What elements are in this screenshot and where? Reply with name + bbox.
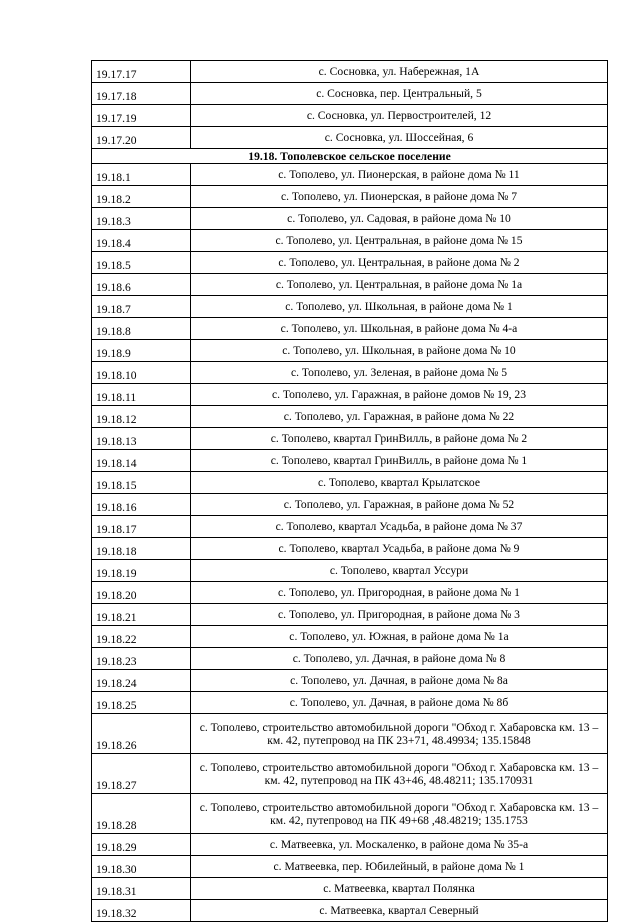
row-address: с. Тополево, ул. Дачная, в районе дома № 8б: [191, 692, 608, 714]
row-address: с. Тополево, ул. Зеленая, в районе дома № 5: [191, 362, 608, 384]
table-row: [92, 604, 608, 626]
table-row: [92, 318, 608, 340]
row-address: с. Тополево, квартал ГринВилль, в районе дома № 2: [191, 428, 608, 450]
row-number: 19.18.32: [92, 900, 191, 922]
table-row: [92, 582, 608, 604]
row-address: с. Матвеевка, квартал Полянка: [191, 878, 608, 900]
row-number: 19.18.16: [92, 494, 191, 516]
row-number: 19.18.11: [92, 384, 191, 406]
address-registry-table: [91, 60, 608, 922]
row-number: 19.17.19: [92, 105, 191, 127]
table-row: [92, 186, 608, 208]
table-row: [92, 274, 608, 296]
row-address: с. Тополево, ул. Пионерская, в районе дома № 7: [191, 186, 608, 208]
row-number: 19.18.3: [92, 208, 191, 230]
row-address: с. Сосновка, ул. Первостроителей, 12: [191, 105, 608, 127]
row-address: с. Тополево, квартал Крылатское: [191, 472, 608, 494]
row-number: 19.18.31: [92, 878, 191, 900]
row-number: 19.18.27: [92, 754, 191, 794]
row-address: с. Тополево, ул. Центральная, в районе дома № 2: [191, 252, 608, 274]
row-address: с. Тополево, квартал ГринВилль, в районе дома № 1: [191, 450, 608, 472]
table-row: [92, 516, 608, 538]
row-address: с. Тополево, ул. Центральная, в районе дома № 1а: [191, 274, 608, 296]
row-address: с. Тополево, ул. Гаражная, в районе домов № 19, 23: [191, 384, 608, 406]
table-row: [92, 538, 608, 560]
row-address: с. Тополево, ул. Центральная, в районе дома № 15: [191, 230, 608, 252]
table-row: [92, 494, 608, 516]
row-address: с. Тополево, ул. Пригородная, в районе дома № 1: [191, 582, 608, 604]
row-number: 19.18.26: [92, 714, 191, 754]
table-row: [92, 626, 608, 648]
table-row: [92, 164, 608, 186]
row-number: 19.17.18: [92, 83, 191, 105]
row-number: 19.18.6: [92, 274, 191, 296]
table-row: [92, 670, 608, 692]
table-row: [92, 252, 608, 274]
table-row: [92, 692, 608, 714]
row-number: 19.18.28: [92, 794, 191, 834]
table-row: [92, 856, 608, 878]
table-row: [92, 340, 608, 362]
row-number: 19.18.4: [92, 230, 191, 252]
row-address: с. Сосновка, ул. Набережная, 1А: [191, 61, 608, 83]
row-address: с. Тополево, квартал Уссури: [191, 560, 608, 582]
table-row: [92, 754, 608, 794]
row-address: с. Тополево, ул. Садовая, в районе дома № 10: [191, 208, 608, 230]
row-number: 19.18.22: [92, 626, 191, 648]
row-number: 19.18.20: [92, 582, 191, 604]
table-row: [92, 472, 608, 494]
registry-table-body: [92, 61, 608, 922]
row-number: 19.18.23: [92, 648, 191, 670]
row-number: 19.17.17: [92, 61, 191, 83]
table-row: [92, 794, 608, 834]
row-number: 19.18.1: [92, 164, 191, 186]
row-address: с. Тополево, строительство автомобильной дороги "Обход г. Хабаровска км. 13 – км. 42, путепровод на ПК 49+68 ,48.48219; 135.1753: [191, 794, 608, 834]
row-address: с. Тополево, квартал Усадьба, в районе дома № 9: [191, 538, 608, 560]
row-number: 19.18.24: [92, 670, 191, 692]
row-address: с. Матвеевка, ул. Москаленко, в районе дома № 35-а: [191, 834, 608, 856]
row-number: 19.18.14: [92, 450, 191, 472]
row-number: 19.18.29: [92, 834, 191, 856]
table-row: [92, 83, 608, 105]
row-number: 19.18.7: [92, 296, 191, 318]
row-address: с. Тополево, ул. Школьная, в районе дома № 4-а: [191, 318, 608, 340]
table-row: [92, 900, 608, 922]
row-address: с. Сосновка, ул. Шоссейная, 6: [191, 127, 608, 149]
table-row: [92, 127, 608, 149]
row-number: 19.18.18: [92, 538, 191, 560]
row-address: с. Тополево, квартал Усадьба, в районе дома № 37: [191, 516, 608, 538]
table-row: [92, 450, 608, 472]
table-row: [92, 406, 608, 428]
table-row: [92, 296, 608, 318]
table-row: [92, 428, 608, 450]
table-row: [92, 648, 608, 670]
row-number: 19.18.17: [92, 516, 191, 538]
row-address: с. Тополево, ул. Гаражная, в районе дома № 22: [191, 406, 608, 428]
row-address: с. Матвеевка, квартал Северный: [191, 900, 608, 922]
table-row: [92, 560, 608, 582]
row-address: с. Сосновка, пер. Центральный, 5: [191, 83, 608, 105]
table-row: [92, 714, 608, 754]
row-number: 19.18.13: [92, 428, 191, 450]
table-row: [92, 208, 608, 230]
row-number: 19.17.20: [92, 127, 191, 149]
row-number: 19.18.21: [92, 604, 191, 626]
row-address: с. Матвеевка, пер. Юбилейный, в районе дома № 1: [191, 856, 608, 878]
row-number: 19.18.5: [92, 252, 191, 274]
table-row: [92, 61, 608, 83]
table-row: [92, 105, 608, 127]
row-address: с. Тополево, ул. Дачная, в районе дома № 8а: [191, 670, 608, 692]
table-row: [92, 362, 608, 384]
row-address: с. Тополево, строительство автомобильной дороги "Обход г. Хабаровска км. 13 – км. 42, путепровод на ПК 43+46, 48.48211; 135.170931: [191, 754, 608, 794]
row-address: с. Тополево, ул. Гаражная, в районе дома № 52: [191, 494, 608, 516]
row-address: с. Тополево, ул. Дачная, в районе дома № 8: [191, 648, 608, 670]
row-number: 19.18.25: [92, 692, 191, 714]
row-number: 19.18.9: [92, 340, 191, 362]
row-number: 19.18.2: [92, 186, 191, 208]
row-number: 19.18.30: [92, 856, 191, 878]
row-number: 19.18.8: [92, 318, 191, 340]
row-number: 19.18.10: [92, 362, 191, 384]
table-row: [92, 384, 608, 406]
section-header-row: [92, 149, 608, 164]
row-address: с. Тополево, ул. Пионерская, в районе дома № 11: [191, 164, 608, 186]
row-number: 19.18.12: [92, 406, 191, 428]
row-address: с. Тополево, ул. Школьная, в районе дома № 10: [191, 340, 608, 362]
row-number: 19.18.15: [92, 472, 191, 494]
row-number: 19.18.19: [92, 560, 191, 582]
row-address: с. Тополево, строительство автомобильной дороги "Обход г. Хабаровска км. 13 – км. 42, путепровод на ПК 23+71, 48.49934; 135.15848: [191, 714, 608, 754]
table-row: [92, 878, 608, 900]
row-address: с. Тополево, ул. Школьная, в районе дома № 1: [191, 296, 608, 318]
row-address: с. Тополево, ул. Южная, в районе дома № 1а: [191, 626, 608, 648]
table-row: [92, 230, 608, 252]
table-row: [92, 834, 608, 856]
section-title: 19.18. Тополевское сельское поселение: [92, 149, 608, 164]
row-address: с. Тополево, ул. Пригородная, в районе дома № 3: [191, 604, 608, 626]
